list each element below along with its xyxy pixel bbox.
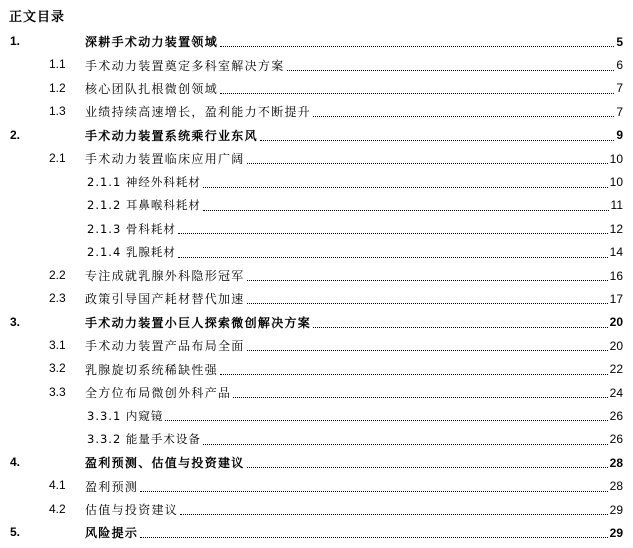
toc-entry[interactable] xyxy=(0,451,633,474)
toc-entry-number: 1.1 xyxy=(49,57,66,72)
toc-entry-page: 9 xyxy=(616,128,623,143)
toc-entry-number: 3.1 xyxy=(49,338,66,353)
dot-leader xyxy=(247,466,608,468)
toc-entry-title: 深耕手术动力装置领域 xyxy=(85,35,219,50)
toc-entry-title: 手术动力装置产品布局全面 xyxy=(85,339,245,354)
toc-entry-title: 手术动力装置奠定多科室解决方案 xyxy=(85,58,285,73)
toc-entry[interactable] xyxy=(0,404,633,427)
dot-leader xyxy=(165,419,607,421)
toc-entry-number: 2. xyxy=(10,127,21,142)
toc-entry-line xyxy=(85,498,623,521)
toc-entry-number: 4.1 xyxy=(49,478,66,493)
toc-entry-title: 2.1.2 耳鼻喉科耗材 xyxy=(87,198,201,213)
toc-entry[interactable] xyxy=(0,170,633,193)
toc-entry-line xyxy=(85,30,623,53)
toc-entry-line xyxy=(85,451,623,474)
toc-entry-line xyxy=(85,77,623,100)
toc-entry-title: 2.1.4 乳腺耗材 xyxy=(87,245,176,260)
toc-entry[interactable] xyxy=(0,357,633,380)
toc-entry[interactable] xyxy=(0,428,633,451)
toc-entry[interactable] xyxy=(0,311,633,334)
toc-heading: 正文目录 xyxy=(9,10,66,25)
toc-entry[interactable] xyxy=(0,287,633,310)
toc-entry-line xyxy=(85,334,623,357)
toc-entry-page: 28 xyxy=(609,455,623,470)
toc-entry[interactable] xyxy=(0,124,633,147)
toc-entry-page: 29 xyxy=(609,525,623,540)
dot-leader xyxy=(220,373,608,375)
toc-entry-title: 盈利预测、估值与投资建议 xyxy=(85,456,245,471)
dot-leader xyxy=(140,536,607,538)
toc-entry-line xyxy=(85,147,623,170)
toc-entry-number: 2.3 xyxy=(49,291,66,306)
toc-entry[interactable] xyxy=(0,381,633,404)
toc-entry-page: 10 xyxy=(609,175,623,190)
toc-entry-line xyxy=(85,287,623,310)
toc-entry[interactable] xyxy=(0,30,633,53)
toc-entry-page: 24 xyxy=(609,385,623,400)
toc-entry-page: 20 xyxy=(609,338,623,353)
toc-entry-page: 26 xyxy=(609,432,623,447)
toc-entry[interactable] xyxy=(0,147,633,170)
toc-entry-line xyxy=(85,100,623,123)
toc-entry[interactable] xyxy=(0,241,633,264)
dot-leader xyxy=(203,209,609,211)
toc-entry-line xyxy=(87,241,623,264)
toc-entry-page: 10 xyxy=(609,151,623,166)
toc-entry-line xyxy=(85,381,623,404)
toc-entry-number: 1.2 xyxy=(49,80,66,95)
toc-entry-title: 3.3.2 能量手术设备 xyxy=(87,432,201,447)
toc-entry-number: 4.2 xyxy=(49,501,66,516)
toc-entry-title: 专注成就乳腺外科隐形冠军 xyxy=(85,269,245,284)
toc-entry-line xyxy=(85,311,623,334)
dot-leader xyxy=(313,326,608,328)
toc-entry-title: 2.1.1 神经外科耗材 xyxy=(87,175,201,190)
dot-leader xyxy=(178,232,608,234)
toc-entry-line xyxy=(85,357,623,380)
dot-leader xyxy=(247,162,608,164)
toc-list xyxy=(0,30,633,545)
toc-entry-title: 业绩持续高速增长，盈利能力不断提升 xyxy=(85,105,312,120)
toc-entry-page: 6 xyxy=(616,58,623,73)
toc-entry-page: 14 xyxy=(609,245,623,260)
toc-entry[interactable] xyxy=(0,194,633,217)
toc-entry-number: 1.3 xyxy=(49,104,66,119)
toc-entry-page: 7 xyxy=(616,81,623,96)
toc-entry-page: 28 xyxy=(609,479,623,494)
toc-entry-number: 4. xyxy=(10,455,21,470)
toc-entry-number: 5. xyxy=(10,525,21,540)
toc-entry-title: 政策引导国产耗材替代加速 xyxy=(85,292,245,307)
dot-leader xyxy=(220,45,614,47)
toc-entry-title: 乳腺旋切系统稀缺性强 xyxy=(85,362,219,377)
toc-entry-title: 手术动力装置小巨人探索微创解决方案 xyxy=(85,315,312,330)
dot-leader xyxy=(203,443,608,445)
toc-entry-page: 5 xyxy=(616,34,623,49)
dot-leader xyxy=(140,490,607,492)
dot-leader xyxy=(247,349,608,351)
toc-entry-page: 20 xyxy=(609,315,623,330)
toc-entry-page: 7 xyxy=(616,104,623,119)
toc-entry-line xyxy=(85,124,623,147)
toc-entry-line xyxy=(87,428,623,451)
dot-leader xyxy=(287,69,615,71)
dot-leader xyxy=(180,513,608,515)
toc-entry-title: 核心团队扎根微创领域 xyxy=(85,81,219,96)
toc-entry[interactable] xyxy=(0,217,633,240)
dot-leader xyxy=(220,92,614,94)
toc-entry[interactable] xyxy=(0,521,633,544)
toc-entry-line xyxy=(87,404,623,427)
toc-entry-title: 全方位布局微创外科产品 xyxy=(85,386,232,401)
toc-entry-title: 3.3.1 内窥镜 xyxy=(87,408,164,423)
toc-entry-title: 手术动力装置临床应用广阔 xyxy=(85,152,245,167)
toc-entry[interactable] xyxy=(0,474,633,497)
toc-entry[interactable] xyxy=(0,53,633,76)
toc-entry-line xyxy=(85,53,623,76)
toc-entry-title: 手术动力装置系统乘行业东风 xyxy=(85,128,258,143)
toc-entry[interactable] xyxy=(0,264,633,287)
toc-entry-page: 12 xyxy=(609,221,623,236)
dot-leader xyxy=(233,396,607,398)
toc-entry-line xyxy=(85,264,623,287)
toc-entry-page: 29 xyxy=(609,502,623,517)
dot-leader xyxy=(313,115,614,117)
toc-entry[interactable] xyxy=(0,100,633,123)
toc-entry-page: 11 xyxy=(610,198,623,213)
toc-entry-page: 16 xyxy=(609,268,623,283)
dot-leader xyxy=(178,256,608,258)
toc-entry-line xyxy=(85,474,623,497)
toc-entry-number: 3.2 xyxy=(49,361,66,376)
toc-entry-page: 22 xyxy=(609,362,623,377)
toc-entry-number: 1. xyxy=(10,34,21,48)
toc-entry-line xyxy=(87,217,623,240)
toc-entry-title: 估值与投资建议 xyxy=(85,503,179,517)
dot-leader xyxy=(260,139,614,141)
toc-entry-title: 盈利预测 xyxy=(85,479,139,494)
dot-leader xyxy=(203,186,608,188)
toc-entry-title: 2.1.3 骨科耗材 xyxy=(87,221,176,236)
toc-entry-title: 风险提示 xyxy=(85,526,139,541)
toc-entry-page: 26 xyxy=(609,408,623,423)
toc-entry[interactable] xyxy=(0,77,633,100)
toc-entry-number: 2.1 xyxy=(49,150,66,165)
toc-entry-page: 17 xyxy=(609,291,623,306)
toc-entry-line xyxy=(87,194,623,217)
toc-entry-number: 3. xyxy=(10,314,21,329)
toc-entry-line xyxy=(85,521,623,544)
toc-entry-number: 2.2 xyxy=(49,267,66,282)
toc-entry[interactable] xyxy=(0,498,633,521)
dot-leader xyxy=(247,302,608,304)
toc-entry[interactable] xyxy=(0,334,633,357)
dot-leader xyxy=(247,279,608,281)
toc-entry-number: 3.3 xyxy=(49,384,66,399)
toc-entry-line xyxy=(87,170,623,193)
